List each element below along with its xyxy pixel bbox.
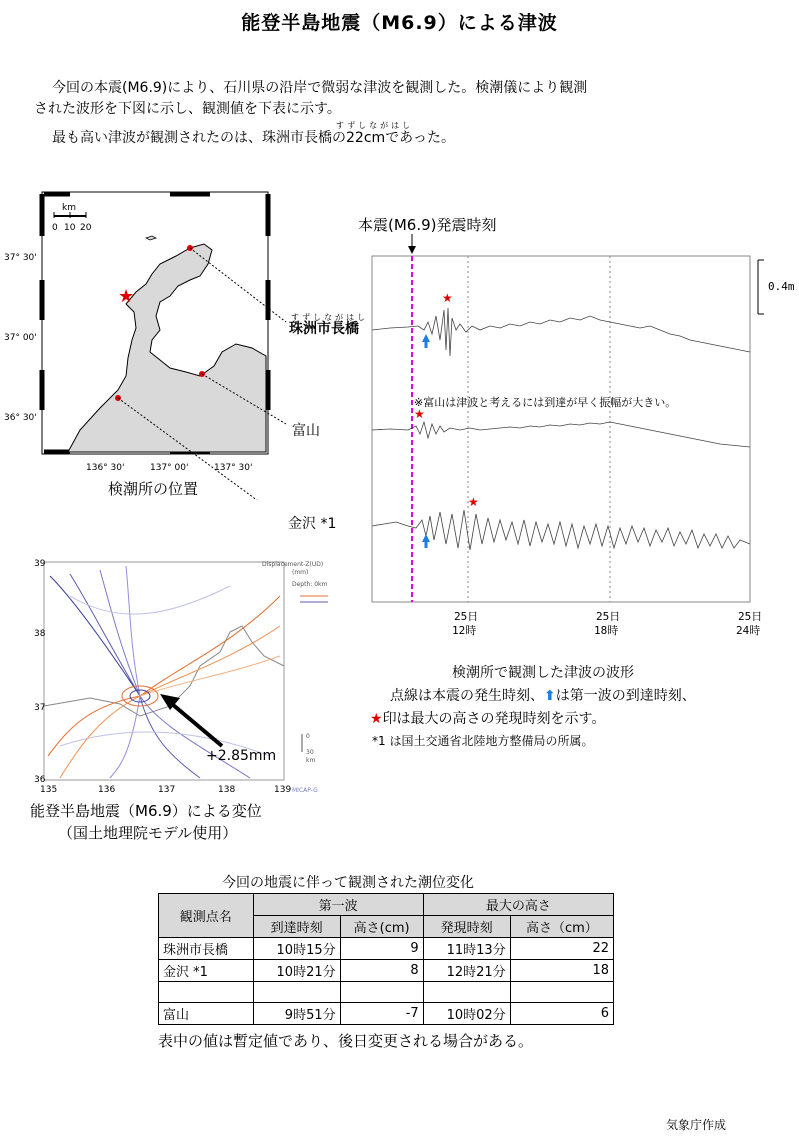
station-ruby-suzu: すずしながはし — [291, 313, 369, 322]
map-lon-label: 137° 30' — [214, 463, 253, 473]
cell-station: 珠洲市長橋 — [159, 938, 254, 960]
epicenter-star-icon: ★ — [118, 286, 135, 307]
cell-time: 11時13分 — [423, 938, 510, 960]
disp-lon-label: 136 — [98, 785, 116, 795]
cell-time: 12時21分 — [423, 960, 510, 982]
disp-value-label: +2.85mm — [206, 748, 277, 764]
waveform-caption-line3: *1 は国土交通省北陸地方整備局の所属。 — [372, 734, 594, 748]
intro-line-1: 今回の本震(M6.9)により、石川県の沿岸で微弱な津波を観測した。検潮儀により観測 — [52, 80, 588, 96]
th-maxheight: 高さ（cm） — [510, 916, 613, 938]
th-max-height: 最大の高さ — [423, 894, 613, 916]
disp-lon-label: 135 — [40, 785, 58, 795]
intro-line-2: された波形を下図に示し、観測値を下表に示す。 — [34, 101, 341, 117]
disp-lat-label: 37 — [34, 703, 46, 713]
max-height-star-icon: ★ — [468, 495, 479, 509]
waveform-caption-title: 検潮所で観測した津波の波形 — [452, 665, 634, 681]
map-scale-tick-0: 0 — [52, 223, 58, 233]
map-caption: 検潮所の位置 — [108, 480, 199, 498]
disp-lat-label: 38 — [34, 629, 46, 639]
th-first-wave: 第一波 — [253, 894, 423, 916]
table-row — [159, 982, 614, 1003]
x-tick-hour: 12時 — [452, 624, 477, 637]
disp-scale-tick: 0 — [306, 733, 310, 740]
station-map — [0, 180, 360, 500]
waveform-trace-suzu — [372, 308, 750, 356]
map-lat-label: 36° 30' — [4, 413, 37, 423]
disp-lat-label: 39 — [34, 559, 46, 569]
station-label-toyama: 富山 — [292, 423, 320, 439]
waveform-caption-line1b: は第一波の到達時刻、 — [555, 688, 696, 704]
x-tick-hour: 24時 — [736, 624, 761, 637]
th-time: 発現時刻 — [423, 916, 510, 938]
red-star-icon: ★ — [370, 711, 383, 727]
disp-scale-unit: km — [306, 757, 316, 764]
disp-credit: MICAP-G — [292, 787, 318, 794]
cell-height: 8 — [340, 960, 423, 982]
cell-arrival — [253, 982, 340, 1003]
x-tick-hour: 18時 — [594, 624, 619, 637]
disp-legend-title: Displacement-Z(UD) — [262, 561, 324, 568]
waveform-trace-kanazawa — [372, 510, 750, 550]
cell-max: 18 — [510, 960, 613, 982]
table-footnote: 表中の値は暫定値であり、後日変更される場合がある。 — [158, 1032, 534, 1050]
onset-label: 本震(M6.9)発震時刻 — [358, 216, 497, 234]
disp-scale-tick: 30 — [306, 749, 314, 756]
disp-caption-2: （国土地理院モデル使用） — [58, 824, 238, 842]
cell-max — [510, 982, 613, 1003]
x-tick-day: 25日 — [596, 610, 621, 623]
cell-height — [340, 982, 423, 1003]
disp-lon-label: 139 — [274, 785, 292, 795]
disp-lon-label: 138 — [218, 785, 236, 795]
station-label-suzu: 珠洲市長橋 — [289, 321, 359, 337]
x-tick-day: 25日 — [738, 610, 763, 623]
tide-table — [158, 893, 614, 1025]
page-credit: 気象庁作成 — [666, 1118, 727, 1132]
waveform-caption-line1a: 点線は本震の発生時刻、 — [390, 688, 544, 704]
cell-time: 10時02分 — [423, 1003, 510, 1025]
th-arrival: 到達時刻 — [253, 916, 340, 938]
waveform-chart — [360, 230, 799, 650]
waveform-scale-label: 0.4m — [768, 280, 795, 293]
cell-station: 富山 — [159, 1003, 254, 1025]
cell-max: 22 — [510, 938, 613, 960]
page-title: 能登半島地震（M6.9）による津波 — [241, 12, 558, 34]
map-lon-label: 136° 30' — [86, 463, 125, 473]
intro-ruby: すずしながはし — [336, 121, 414, 130]
cell-station: 金沢 *1 — [159, 960, 254, 982]
map-scale-tick-20: 20 — [80, 223, 92, 233]
cell-arrival: 10時15分 — [253, 938, 340, 960]
map-scale-unit: km — [62, 203, 76, 213]
intro-line-3: 最も高い津波が観測されたのは、珠洲市長橋の22cmであった。 — [52, 130, 456, 146]
waveform-trace-toyama — [372, 422, 750, 447]
cell-station — [159, 982, 254, 1003]
station-label-kanazawa: 金沢 *1 — [288, 516, 337, 532]
blue-arrow-icon: ⬆ — [544, 688, 556, 704]
cell-height: -7 — [340, 1003, 423, 1025]
table-row — [159, 1003, 614, 1025]
max-height-star-icon: ★ — [442, 291, 453, 305]
disp-legend-unit: (mm) — [292, 569, 309, 576]
disp-lat-label: 36 — [34, 775, 46, 785]
th-station: 観測点名 — [159, 894, 254, 938]
first-wave-arrow-icon — [422, 334, 430, 348]
x-tick-day: 25日 — [454, 610, 479, 623]
cell-height: 9 — [340, 938, 423, 960]
cell-max: 6 — [510, 1003, 613, 1025]
disp-caption-1: 能登半島地震（M6.9）による変位 — [30, 802, 262, 820]
table-row — [159, 938, 614, 960]
cell-arrival: 9時51分 — [253, 1003, 340, 1025]
table-caption: 今回の地震に伴って観測された潮位変化 — [222, 875, 474, 891]
table-row — [159, 960, 614, 982]
displacement-map — [30, 556, 350, 796]
map-lat-label: 37° 00' — [4, 333, 37, 343]
map-lat-label: 37° 30' — [4, 253, 37, 263]
disp-lon-label: 137 — [158, 785, 176, 795]
map-lon-label: 137° 00' — [150, 463, 189, 473]
th-height: 高さ(cm) — [340, 916, 423, 938]
cell-arrival: 10時21分 — [253, 960, 340, 982]
waveform-note: ※富山は津波と考えるには到達が早く振幅が大きい。 — [414, 396, 677, 409]
max-height-star-icon: ★ — [414, 407, 425, 421]
first-wave-arrow-icon — [422, 534, 430, 548]
disp-depth: Depth: 0km — [292, 581, 328, 588]
cell-time — [423, 982, 510, 1003]
waveform-caption-line2: 印は最大の高さの発現時刻を示す。 — [382, 711, 606, 727]
map-scale-tick-10: 10 — [64, 223, 76, 233]
